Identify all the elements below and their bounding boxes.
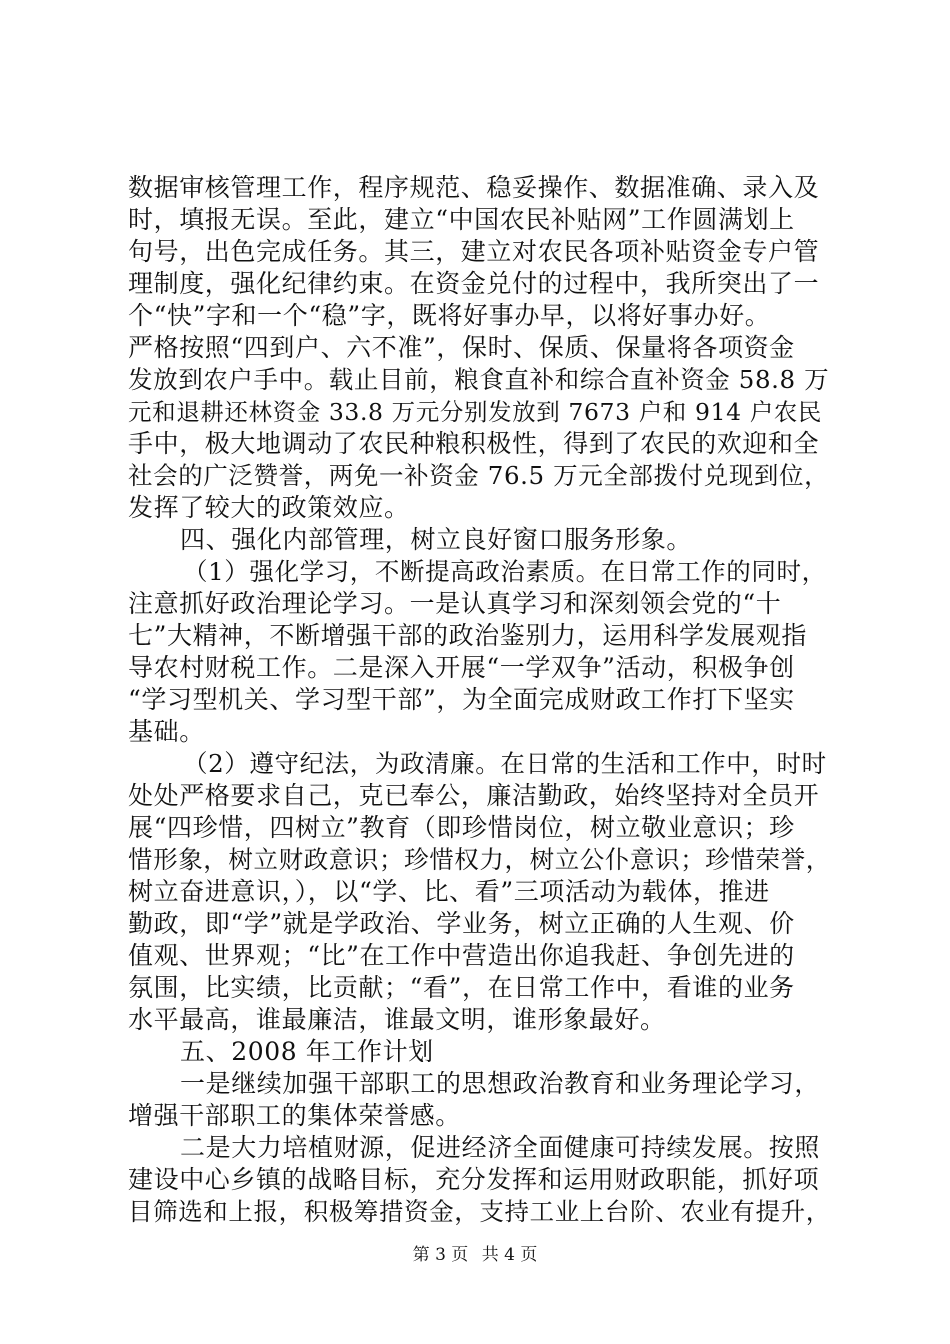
text-line: 水平最高，谁最廉洁，谁最文明，谁形象最好。 bbox=[128, 1005, 666, 1034]
section-heading: 四、强化内部管理，树立良好窗口服务形象。 bbox=[180, 525, 693, 554]
text-line: 树立奋进意识，），以“学、比、看”三项活动为载体，推进 bbox=[128, 877, 770, 906]
page-footer bbox=[0, 1244, 950, 1266]
paragraph-start: （1）强化学习，不断提高政治素质。在日常工作的同时， bbox=[183, 557, 827, 586]
section-heading: 五、2008 年工作计划 bbox=[180, 1037, 434, 1066]
text-line: 建设中心乡镇的战略目标，充分发挥和运用财政职能，抓好项 bbox=[128, 1165, 820, 1194]
text-line: 社会的广泛赞誉，两免一补资金 76.5 万元全部拨付兑现到位， bbox=[128, 461, 830, 490]
text-line: 时，填报无误。至此，建立“中国农民补贴网”工作圆满划上 bbox=[128, 205, 795, 234]
text-line: 展“四珍惜，四树立”教育（即珍惜岗位，树立敬业意识；珍 bbox=[128, 813, 795, 842]
text-line: 个“快”字和一个“稳”字，既将好事办早，以将好事办好。 bbox=[128, 301, 771, 330]
text-line: 理制度，强化纪律约束。在资金兑付的过程中，我所突出了一 bbox=[128, 269, 820, 298]
text-line: 值观、世界观；“比”在工作中营造出你追我赶、争创先进的 bbox=[128, 941, 795, 970]
text-line: 句号，出色完成任务。其三，建立对农民各项补贴资金专户管 bbox=[128, 237, 820, 266]
text-line: 七”大精神，不断增强干部的政治鉴别力，运用科学发展观指 bbox=[128, 621, 807, 650]
text-line: 惜形象，树立财政意识；珍惜权力，树立公仆意识；珍惜荣誉， bbox=[128, 845, 831, 874]
text-line: 处处严格要求自己，克已奉公，廉洁勤政，始终坚持对全员开 bbox=[128, 781, 820, 810]
paragraph-start: （2）遵守纪法，为政清廉。在日常的生活和工作中，时时 bbox=[183, 749, 827, 778]
document-body bbox=[128, 172, 834, 1228]
text-line: 发放到农户手中。载止目前，粮食直补和综合直补资金 58.8 万 bbox=[128, 365, 830, 394]
text-line: “学习型机关、学习型干部”，为全面完成财政工作打下坚实 bbox=[128, 685, 795, 714]
text-line: 元和退耕还林资金 33.8 万元分别发放到 7673 户和 914 户农民 bbox=[128, 398, 823, 426]
text-line: 手中，极大地调动了农民种粮积极性，得到了农民的欢迎和全 bbox=[128, 429, 820, 458]
text-line: 基础。 bbox=[128, 717, 205, 746]
page-total: 共 4 页 bbox=[481, 1245, 538, 1265]
text-line: 增强干部职工的集体荣誉感。 bbox=[128, 1101, 461, 1130]
page-number: 第 3 页 bbox=[412, 1245, 469, 1265]
text-line: 氛围，比实绩，比贡献；“看”，在日常工作中，看谁的业务 bbox=[128, 973, 795, 1002]
text-line: 目筛选和上报，积极筹措资金，支持工业上台阶、农业有提升， bbox=[128, 1197, 831, 1226]
text-line: 发挥了较大的政策效应。 bbox=[128, 493, 410, 522]
text-line: 严格按照“四到户、六不准”，保时、保质、保量将各项资金 bbox=[128, 333, 795, 362]
text-line: 勤政，即“学”就是学政治、学业务，树立正确的人生观、价 bbox=[128, 909, 795, 938]
text-line: 数据审核管理工作，程序规范、稳妥操作、数据准确、录入及 bbox=[128, 173, 820, 202]
paragraph-start: 二是大力培植财源，促进经济全面健康可持续发展。按照 bbox=[180, 1133, 821, 1162]
paragraph-start: 一是继续加强干部职工的思想政治教育和业务理论学习， bbox=[180, 1069, 821, 1098]
text-line: 导农村财税工作。二是深入开展“一学双争”活动，积极争创 bbox=[128, 653, 795, 682]
text-line: 注意抓好政治理论学习。一是认真学习和深刻领会党的“十 bbox=[128, 589, 782, 618]
